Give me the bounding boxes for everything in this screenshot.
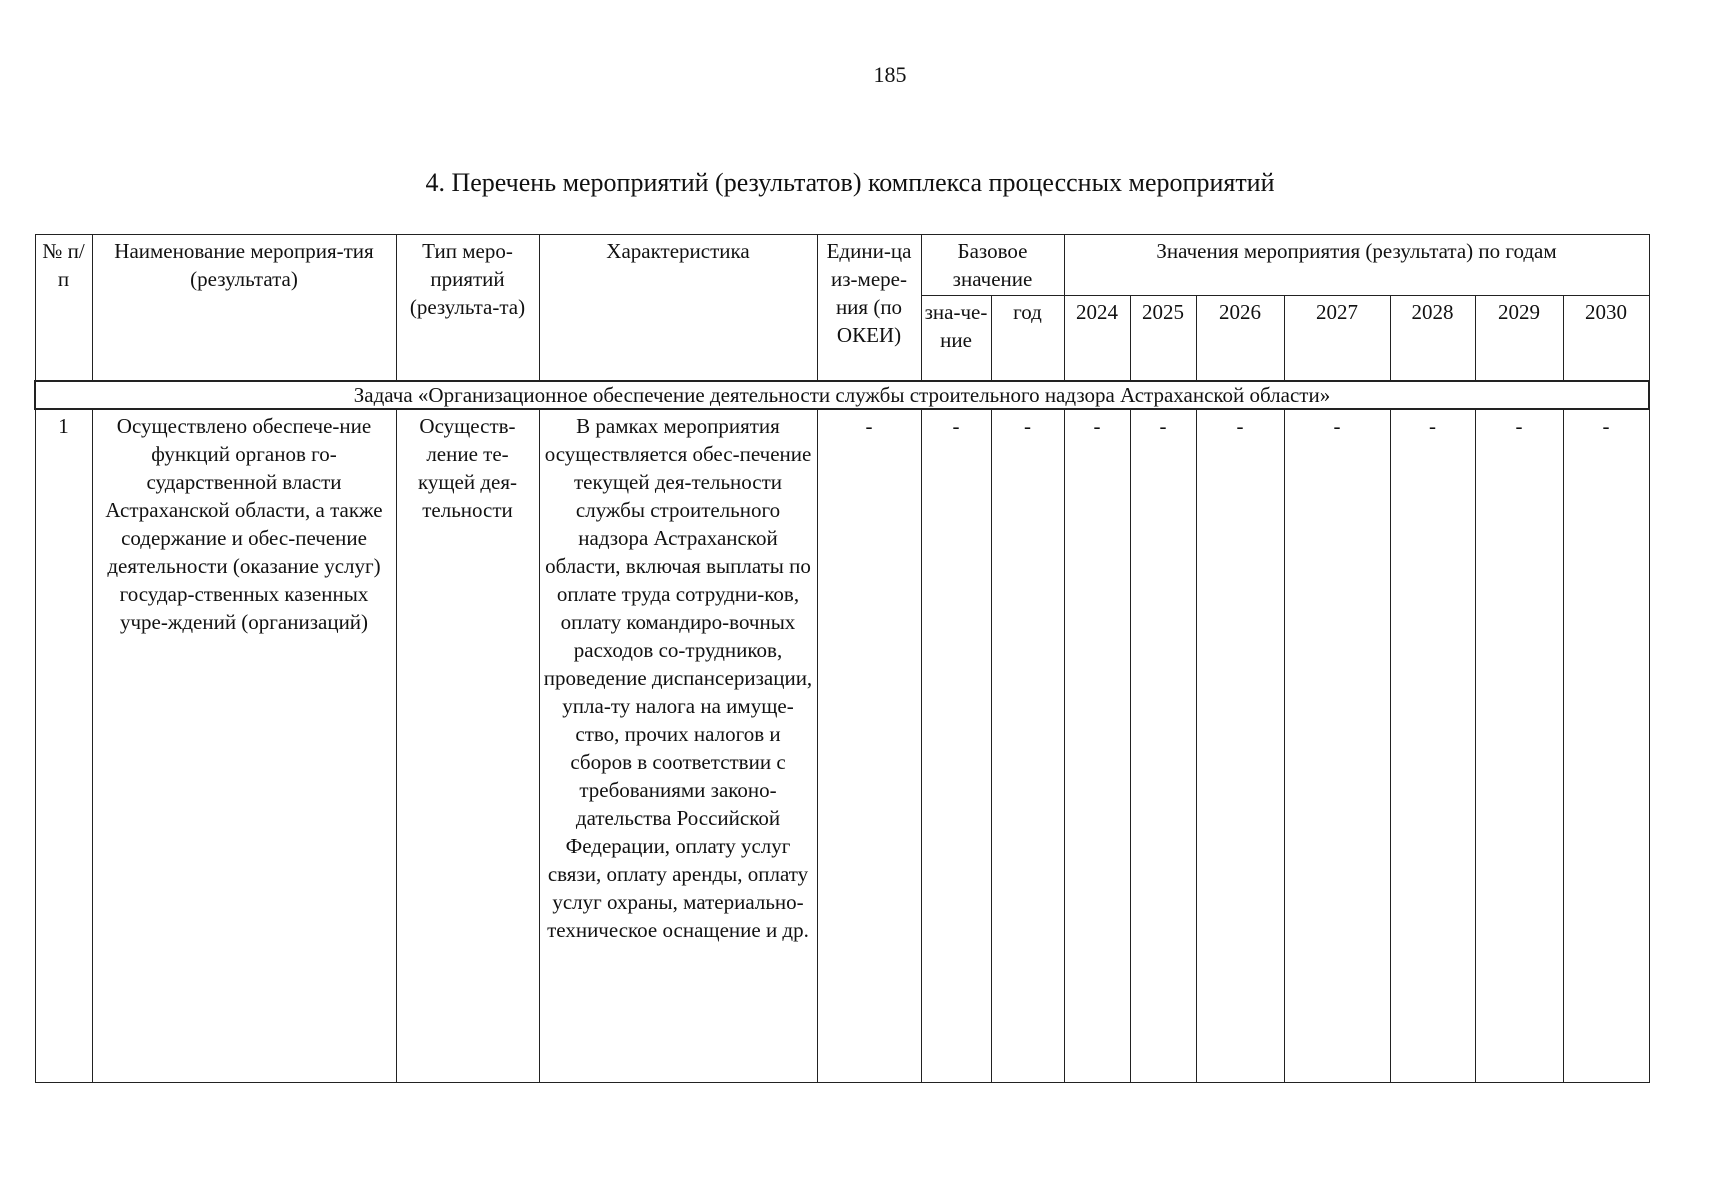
header-base: Базовое значение bbox=[921, 235, 1064, 296]
header-year-2028: 2028 bbox=[1390, 296, 1475, 382]
row-value-2025: - bbox=[1130, 409, 1196, 1083]
header-name: Наименование мероприя-тия (результата) bbox=[92, 235, 396, 382]
row-characteristic: В рамках мероприятия осуществляется обес-печение текущей дея-тельности службы строительного надзора Астраханской области, включая выплаты по оплате труда сотрудни-ков, оплату командиро-вочных расходов со-трудников, проведение диспансеризации, упла-ту налога на имуще-ство, прочих налогов и сборов в соответствии с требованиями законо-дательства Российской Федерации, оплату услуг связи, оплату аренды, оплату услуг охраны, материально-техническое оснащение и др. bbox=[539, 409, 817, 1083]
row-unit: - bbox=[817, 409, 921, 1083]
document-title: 4. Перечень мероприятий (результатов) комплекса процессных мероприятий bbox=[425, 168, 1275, 197]
header-year-2026: 2026 bbox=[1196, 296, 1284, 382]
task-title: Задача «Организационное обеспечение деятельности службы строительного надзора Астраханской области» bbox=[35, 381, 1649, 409]
header-base-year: год bbox=[991, 296, 1064, 382]
row-value-2030: - bbox=[1563, 409, 1649, 1083]
header-num: № п/п bbox=[35, 235, 92, 382]
header-row-top bbox=[35, 235, 1649, 296]
row-num: 1 bbox=[35, 409, 92, 1083]
header-type: Тип меро-приятий (результа-та) bbox=[396, 235, 539, 382]
header-base-value: зна-че-ние bbox=[921, 296, 991, 382]
header-year-2025: 2025 bbox=[1130, 296, 1196, 382]
row-name: Осуществлено обеспече-ние функций органов го-сударственной власти Астраханской области, а также содержание и обес-печение деятельности (оказание услуг) государ-ственных казенных учре-ждений (организаций) bbox=[92, 409, 396, 1083]
header-year-2030: 2030 bbox=[1563, 296, 1649, 382]
row-base-value: - bbox=[921, 409, 991, 1083]
row-value-2024: - bbox=[1064, 409, 1130, 1083]
page-number: 185 bbox=[873, 62, 907, 87]
row-value-2028: - bbox=[1390, 409, 1475, 1083]
row-base-year: - bbox=[991, 409, 1064, 1083]
header-unit: Едини-ца из-мере-ния (по ОКЕИ) bbox=[817, 235, 921, 382]
row-value-2029: - bbox=[1475, 409, 1563, 1083]
row-value-2026: - bbox=[1196, 409, 1284, 1083]
table-row bbox=[35, 409, 1649, 1083]
row-value-2027: - bbox=[1284, 409, 1390, 1083]
header-year-2029: 2029 bbox=[1475, 296, 1563, 382]
row-type: Осуществ-ление те-кущей дея-тельности bbox=[396, 409, 539, 1083]
header-characteristic: Характеристика bbox=[539, 235, 817, 382]
task-row bbox=[35, 381, 1649, 409]
header-years-group: Значения мероприятия (результата) по годам bbox=[1064, 235, 1649, 296]
header-year-2024: 2024 bbox=[1064, 296, 1130, 382]
header-year-2027: 2027 bbox=[1284, 296, 1390, 382]
measures-table bbox=[34, 234, 1650, 1083]
